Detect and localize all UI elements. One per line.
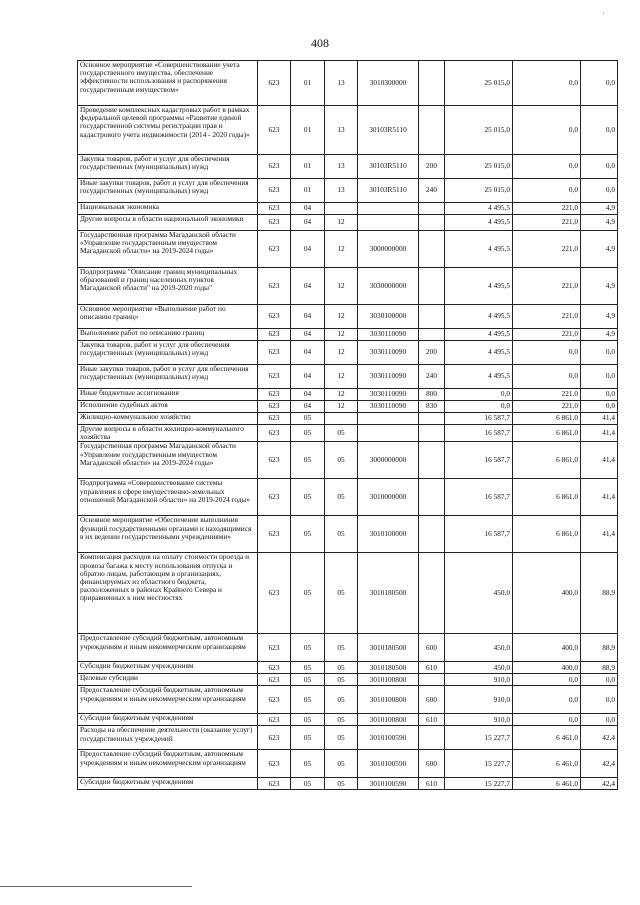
cell-s2: 400,0 xyxy=(513,553,581,634)
cell-s2: 221,0 xyxy=(513,268,581,305)
cell-name: Предоставление субсидий бюджетным, автономным учреждениям и иным некоммерческим организациям xyxy=(78,634,258,662)
cell-s1: 910,0 xyxy=(445,674,513,686)
table-row xyxy=(78,479,618,516)
cell-name: Проведение комплексных кадастровых работ в рамках федеральной целевой программы «Развитие единой государственной системы регистрации прав и кадастрового учета недвижимости (2014 - 2020 годы)» xyxy=(78,106,258,155)
footnote-rule xyxy=(0,886,192,887)
cell-csr: 30103R5110 xyxy=(358,106,419,155)
cell-s2: 6 461,0 xyxy=(513,778,581,790)
cell-csr: 3030110090 xyxy=(358,329,419,341)
cell-rz: 01 xyxy=(291,106,325,155)
cell-csr xyxy=(358,413,419,425)
cell-s1: 0,0 xyxy=(445,389,513,401)
cell-s3: 4,9 xyxy=(581,231,618,268)
cell-pr: 13 xyxy=(325,61,358,106)
cell-grbs: 623 xyxy=(258,365,291,389)
cell-grbs: 623 xyxy=(258,305,291,329)
cell-s2: 221,0 xyxy=(513,389,581,401)
cell-pr: 13 xyxy=(325,179,358,203)
cell-s3: 88,9 xyxy=(581,553,618,634)
cell-name: Другие вопросы в области жилищно-коммунального хозяйства xyxy=(78,425,258,442)
cell-csr: 3010100000 xyxy=(358,516,419,553)
cell-s1: 4 495,5 xyxy=(445,365,513,389)
cell-pr: 12 xyxy=(325,305,358,329)
cell-vr: 610 xyxy=(419,778,445,790)
cell-s1: 4 495,5 xyxy=(445,329,513,341)
cell-rz: 05 xyxy=(291,553,325,634)
cell-pr: 05 xyxy=(325,425,358,442)
cell-csr: 3010100800 xyxy=(358,674,419,686)
cell-s1: 450,0 xyxy=(445,553,513,634)
cell-grbs: 623 xyxy=(258,215,291,231)
cell-rz: 05 xyxy=(291,479,325,516)
budget-table xyxy=(77,60,618,790)
cell-rz: 05 xyxy=(291,726,325,750)
cell-s3: 0,0 xyxy=(581,155,618,179)
cell-name: Субсидии бюджетным учреждениям xyxy=(78,778,258,790)
cell-s1: 910,0 xyxy=(445,714,513,726)
cell-grbs: 623 xyxy=(258,268,291,305)
cell-vr xyxy=(419,413,445,425)
cell-s3: 0,0 xyxy=(581,106,618,155)
cell-s2: 0,0 xyxy=(513,155,581,179)
cell-s2: 0,0 xyxy=(513,179,581,203)
cell-csr: 3010100800 xyxy=(358,714,419,726)
cell-grbs: 623 xyxy=(258,553,291,634)
cell-s2: 0,0 xyxy=(513,686,581,714)
cell-vr: 240 xyxy=(419,179,445,203)
table-row xyxy=(78,329,618,341)
cell-grbs: 623 xyxy=(258,750,291,778)
cell-csr: 3030110090 xyxy=(358,401,419,413)
cell-s2: 221,0 xyxy=(513,329,581,341)
cell-csr: 3000000000 xyxy=(358,231,419,268)
cell-grbs: 623 xyxy=(258,61,291,106)
table-row xyxy=(78,553,618,634)
cell-s2: 221,0 xyxy=(513,401,581,413)
cell-vr xyxy=(419,674,445,686)
cell-s2: 6 861,0 xyxy=(513,425,581,442)
cell-vr xyxy=(419,268,445,305)
cell-grbs: 623 xyxy=(258,401,291,413)
cell-pr: 12 xyxy=(325,365,358,389)
scan-mark: · xyxy=(602,8,605,18)
cell-csr: 3010180500 xyxy=(358,634,419,662)
cell-s1: 25 015,0 xyxy=(445,155,513,179)
cell-grbs: 623 xyxy=(258,778,291,790)
cell-csr: 30103R5110 xyxy=(358,179,419,203)
cell-s3: 41,4 xyxy=(581,425,618,442)
cell-pr: 13 xyxy=(325,155,358,179)
cell-vr xyxy=(419,215,445,231)
cell-rz: 05 xyxy=(291,413,325,425)
cell-csr: 3010100590 xyxy=(358,778,419,790)
cell-pr: 12 xyxy=(325,401,358,413)
cell-csr xyxy=(358,215,419,231)
cell-pr: 12 xyxy=(325,268,358,305)
cell-pr: 05 xyxy=(325,750,358,778)
cell-s1: 15 227,7 xyxy=(445,778,513,790)
cell-pr: 05 xyxy=(325,479,358,516)
cell-vr: 200 xyxy=(419,155,445,179)
page-number: 408 xyxy=(311,36,329,50)
cell-pr: 05 xyxy=(325,553,358,634)
cell-vr: 830 xyxy=(419,401,445,413)
table-row xyxy=(78,268,618,305)
table-row xyxy=(78,231,618,268)
table-row xyxy=(78,179,618,203)
cell-s2: 0,0 xyxy=(513,61,581,106)
cell-csr: 30103R5110 xyxy=(358,155,419,179)
cell-grbs: 623 xyxy=(258,442,291,479)
cell-rz: 05 xyxy=(291,674,325,686)
cell-s3: 0,0 xyxy=(581,401,618,413)
cell-rz: 01 xyxy=(291,155,325,179)
cell-rz: 04 xyxy=(291,401,325,413)
table-row xyxy=(78,389,618,401)
cell-s3: 4,9 xyxy=(581,215,618,231)
cell-s3: 88,9 xyxy=(581,634,618,662)
cell-csr: 3030110090 xyxy=(358,365,419,389)
table-row xyxy=(78,778,618,790)
cell-s3: 42,4 xyxy=(581,726,618,750)
cell-pr: 05 xyxy=(325,442,358,479)
cell-name: Закупка товаров, работ и услуг для обеспечения государственных (муниципальных) нужд xyxy=(78,341,258,365)
cell-s1: 25 015,0 xyxy=(445,61,513,106)
cell-name: Национальная экономика xyxy=(78,203,258,215)
cell-rz: 04 xyxy=(291,389,325,401)
cell-csr: 3010180500 xyxy=(358,553,419,634)
cell-csr: 3000000000 xyxy=(358,442,419,479)
cell-vr: 240 xyxy=(419,365,445,389)
cell-rz: 04 xyxy=(291,329,325,341)
cell-rz: 05 xyxy=(291,662,325,674)
cell-vr xyxy=(419,329,445,341)
cell-grbs: 623 xyxy=(258,329,291,341)
cell-s3: 42,4 xyxy=(581,778,618,790)
cell-name: Государственная программа Магаданской области «Управление государственным имуществом Магаданской области» на 2019-2024 годы» xyxy=(78,231,258,268)
cell-s1: 910,0 xyxy=(445,686,513,714)
cell-name: Выполнение работ по описанию границ xyxy=(78,329,258,341)
cell-name: Государственная программа Магаданской области «Управление государственным имуществом Магаданской области» на 2019-2024 годы» xyxy=(78,442,258,479)
cell-s1: 15 227,7 xyxy=(445,750,513,778)
cell-vr xyxy=(419,516,445,553)
cell-grbs: 623 xyxy=(258,516,291,553)
cell-rz: 01 xyxy=(291,61,325,106)
cell-pr: 13 xyxy=(325,106,358,155)
table-row xyxy=(78,662,618,674)
cell-s1: 4 495,5 xyxy=(445,305,513,329)
cell-rz: 05 xyxy=(291,778,325,790)
cell-pr xyxy=(325,203,358,215)
cell-rz: 05 xyxy=(291,516,325,553)
cell-grbs: 623 xyxy=(258,662,291,674)
table-row xyxy=(78,215,618,231)
cell-grbs: 623 xyxy=(258,203,291,215)
cell-s3: 0,0 xyxy=(581,714,618,726)
cell-csr: 3010100590 xyxy=(358,750,419,778)
cell-csr: 3030100000 xyxy=(358,305,419,329)
cell-s3: 88,9 xyxy=(581,662,618,674)
table-row xyxy=(78,106,618,155)
table-row xyxy=(78,674,618,686)
cell-s3: 0,0 xyxy=(581,179,618,203)
cell-rz: 04 xyxy=(291,203,325,215)
cell-name: Предоставление субсидий бюджетным, автономным учреждениям и иным некоммерческим организациям xyxy=(78,686,258,714)
cell-grbs: 623 xyxy=(258,389,291,401)
cell-name: Основное мероприятие «Обеспечение выполнения функций государственными органами и находящимися в их ведении государственными учреждениями» xyxy=(78,516,258,553)
cell-rz: 04 xyxy=(291,365,325,389)
cell-grbs: 623 xyxy=(258,674,291,686)
cell-rz: 05 xyxy=(291,714,325,726)
cell-grbs: 623 xyxy=(258,479,291,516)
cell-grbs: 623 xyxy=(258,106,291,155)
cell-s3: 41,4 xyxy=(581,442,618,479)
cell-pr: 05 xyxy=(325,778,358,790)
cell-vr: 200 xyxy=(419,341,445,365)
cell-s3: 4,9 xyxy=(581,305,618,329)
table-row xyxy=(78,714,618,726)
cell-rz: 01 xyxy=(291,179,325,203)
cell-vr: 800 xyxy=(419,389,445,401)
cell-s1: 4 495,5 xyxy=(445,203,513,215)
cell-vr xyxy=(419,553,445,634)
table-row xyxy=(78,305,618,329)
cell-name: Иные закупки товаров, работ и услуг для обеспечения государственных (муниципальных) нужд xyxy=(78,179,258,203)
table-row xyxy=(78,365,618,389)
cell-vr xyxy=(419,305,445,329)
table-body xyxy=(78,61,618,790)
cell-name: Жилищно-коммунальное хозяйство xyxy=(78,413,258,425)
cell-s2: 221,0 xyxy=(513,305,581,329)
cell-name: Основное мероприятие «Выполнение работ по описанию границ» xyxy=(78,305,258,329)
cell-s2: 6 861,0 xyxy=(513,479,581,516)
cell-vr xyxy=(419,425,445,442)
cell-s2: 221,0 xyxy=(513,215,581,231)
cell-s2: 0,0 xyxy=(513,714,581,726)
cell-name: Подпрограмма "Описание границ муниципальных образований и границ населенных пунктов Магаданской области" на 2019-2020 годы" xyxy=(78,268,258,305)
cell-s1: 16 587,7 xyxy=(445,425,513,442)
cell-vr: 600 xyxy=(419,634,445,662)
cell-grbs: 623 xyxy=(258,341,291,365)
cell-rz: 05 xyxy=(291,750,325,778)
cell-pr: 05 xyxy=(325,634,358,662)
table-row xyxy=(78,341,618,365)
cell-s2: 6 461,0 xyxy=(513,726,581,750)
cell-s1: 4 495,5 xyxy=(445,341,513,365)
cell-pr: 05 xyxy=(325,714,358,726)
cell-vr xyxy=(419,442,445,479)
cell-s2: 6 461,0 xyxy=(513,750,581,778)
cell-rz: 04 xyxy=(291,305,325,329)
table-row xyxy=(78,442,618,479)
cell-s1: 16 587,7 xyxy=(445,516,513,553)
cell-s2: 6 861,0 xyxy=(513,516,581,553)
cell-name: Расходы на обеспечение деятельности (оказание услуг) государственных учреждений xyxy=(78,726,258,750)
cell-rz: 04 xyxy=(291,231,325,268)
table-row xyxy=(78,726,618,750)
cell-pr: 05 xyxy=(325,686,358,714)
cell-rz: 05 xyxy=(291,634,325,662)
cell-s1: 450,0 xyxy=(445,634,513,662)
cell-s2: 221,0 xyxy=(513,231,581,268)
cell-rz: 04 xyxy=(291,268,325,305)
cell-grbs: 623 xyxy=(258,425,291,442)
cell-s2: 400,0 xyxy=(513,634,581,662)
cell-pr: 05 xyxy=(325,674,358,686)
cell-s1: 450,0 xyxy=(445,662,513,674)
cell-vr xyxy=(419,479,445,516)
cell-s1: 16 587,7 xyxy=(445,479,513,516)
cell-vr xyxy=(419,231,445,268)
cell-csr: 3010100800 xyxy=(358,686,419,714)
cell-name: Другие вопросы в области национальной экономики xyxy=(78,215,258,231)
cell-csr: 3010180500 xyxy=(358,662,419,674)
table-row xyxy=(78,516,618,553)
cell-grbs: 623 xyxy=(258,634,291,662)
cell-s2: 0,0 xyxy=(513,106,581,155)
cell-grbs: 623 xyxy=(258,179,291,203)
cell-csr: 3010100590 xyxy=(358,726,419,750)
cell-s3: 41,4 xyxy=(581,413,618,425)
cell-grbs: 623 xyxy=(258,155,291,179)
cell-s3: 42,4 xyxy=(581,750,618,778)
cell-s1: 25 015,0 xyxy=(445,106,513,155)
cell-s2: 221,0 xyxy=(513,203,581,215)
cell-pr: 12 xyxy=(325,341,358,365)
cell-s3: 0,0 xyxy=(581,341,618,365)
cell-rz: 04 xyxy=(291,341,325,365)
cell-grbs: 623 xyxy=(258,686,291,714)
cell-s2: 6 861,0 xyxy=(513,413,581,425)
cell-name: Предоставление субсидий бюджетным, автономным учреждениям и иным некоммерческим организациям xyxy=(78,750,258,778)
cell-vr xyxy=(419,106,445,155)
cell-rz: 04 xyxy=(291,215,325,231)
cell-s2: 0,0 xyxy=(513,674,581,686)
cell-s3: 4,9 xyxy=(581,268,618,305)
cell-s3: 41,4 xyxy=(581,516,618,553)
table-row xyxy=(78,61,618,106)
cell-csr: 3030110090 xyxy=(358,341,419,365)
cell-s1: 16 587,7 xyxy=(445,413,513,425)
cell-s3: 0,0 xyxy=(581,61,618,106)
cell-csr: 3010300000 xyxy=(358,61,419,106)
table-row xyxy=(78,425,618,442)
cell-pr: 05 xyxy=(325,662,358,674)
cell-grbs: 623 xyxy=(258,714,291,726)
cell-name: Компенсация расходов на оплату стоимости проезда и провоза багажа к месту использования отпуска и обратно лицам, работающим в организациях, финансируемых из областного бюджета, расположенных в районах Крайнего Севера и приравненных к ним местностях xyxy=(78,553,258,634)
table-row xyxy=(78,634,618,662)
cell-pr: 12 xyxy=(325,329,358,341)
cell-name: Субсидии бюджетным учреждениям xyxy=(78,662,258,674)
table-row xyxy=(78,413,618,425)
cell-pr: 12 xyxy=(325,389,358,401)
cell-s1: 4 495,5 xyxy=(445,231,513,268)
cell-s1: 0,0 xyxy=(445,401,513,413)
cell-s1: 16 587,7 xyxy=(445,442,513,479)
cell-csr: 3010000000 xyxy=(358,479,419,516)
cell-vr: 600 xyxy=(419,686,445,714)
cell-pr: 05 xyxy=(325,726,358,750)
cell-s3: 4,9 xyxy=(581,203,618,215)
cell-csr: 3030000000 xyxy=(358,268,419,305)
cell-s3: 41,4 xyxy=(581,479,618,516)
cell-name: Иные закупки товаров, работ и услуг для обеспечения государственных (муниципальных) нужд xyxy=(78,365,258,389)
cell-vr: 600 xyxy=(419,750,445,778)
cell-grbs: 623 xyxy=(258,413,291,425)
table-row xyxy=(78,686,618,714)
cell-rz: 05 xyxy=(291,442,325,479)
cell-s3: 0,0 xyxy=(581,389,618,401)
cell-name: Основное мероприятие «Совершенствование учета государственного имущества, обеспечение эффективности использования и распоряжения государственным имуществом» xyxy=(78,61,258,106)
cell-s1: 15 227,7 xyxy=(445,726,513,750)
cell-name: Иные бюджетные ассигнования xyxy=(78,389,258,401)
cell-name: Целевые субсидии xyxy=(78,674,258,686)
cell-csr xyxy=(358,203,419,215)
table-row xyxy=(78,750,618,778)
cell-vr xyxy=(419,203,445,215)
cell-grbs: 623 xyxy=(258,726,291,750)
cell-vr: 610 xyxy=(419,662,445,674)
table-row xyxy=(78,401,618,413)
cell-s1: 25 015,0 xyxy=(445,179,513,203)
cell-csr xyxy=(358,425,419,442)
cell-s1: 4 495,5 xyxy=(445,268,513,305)
cell-name: Исполнение судебных актов xyxy=(78,401,258,413)
cell-s3: 0,0 xyxy=(581,686,618,714)
cell-csr: 3030110090 xyxy=(358,389,419,401)
cell-rz: 05 xyxy=(291,425,325,442)
cell-vr xyxy=(419,726,445,750)
cell-grbs: 623 xyxy=(258,231,291,268)
cell-s2: 0,0 xyxy=(513,365,581,389)
cell-s3: 0,0 xyxy=(581,674,618,686)
cell-s1: 4 495,5 xyxy=(445,215,513,231)
cell-pr: 12 xyxy=(325,215,358,231)
cell-s2: 6 861,0 xyxy=(513,442,581,479)
cell-s2: 400,0 xyxy=(513,662,581,674)
cell-pr: 05 xyxy=(325,516,358,553)
cell-s2: 0,0 xyxy=(513,341,581,365)
cell-rz: 05 xyxy=(291,686,325,714)
cell-vr xyxy=(419,61,445,106)
cell-s3: 4,9 xyxy=(581,329,618,341)
cell-name: Подпрограмма «Совершенствование системы управления в сфере имущественно-земельных отношений Магаданской области» на 2019-2024 годы» xyxy=(78,479,258,516)
cell-name: Субсидии бюджетным учреждениям xyxy=(78,714,258,726)
cell-pr xyxy=(325,413,358,425)
cell-s3: 0,0 xyxy=(581,365,618,389)
table-row xyxy=(78,155,618,179)
cell-vr: 610 xyxy=(419,714,445,726)
cell-name: Закупка товаров, работ и услуг для обеспечения государственных (муниципальных) нужд xyxy=(78,155,258,179)
cell-pr: 12 xyxy=(325,231,358,268)
table-row xyxy=(78,203,618,215)
